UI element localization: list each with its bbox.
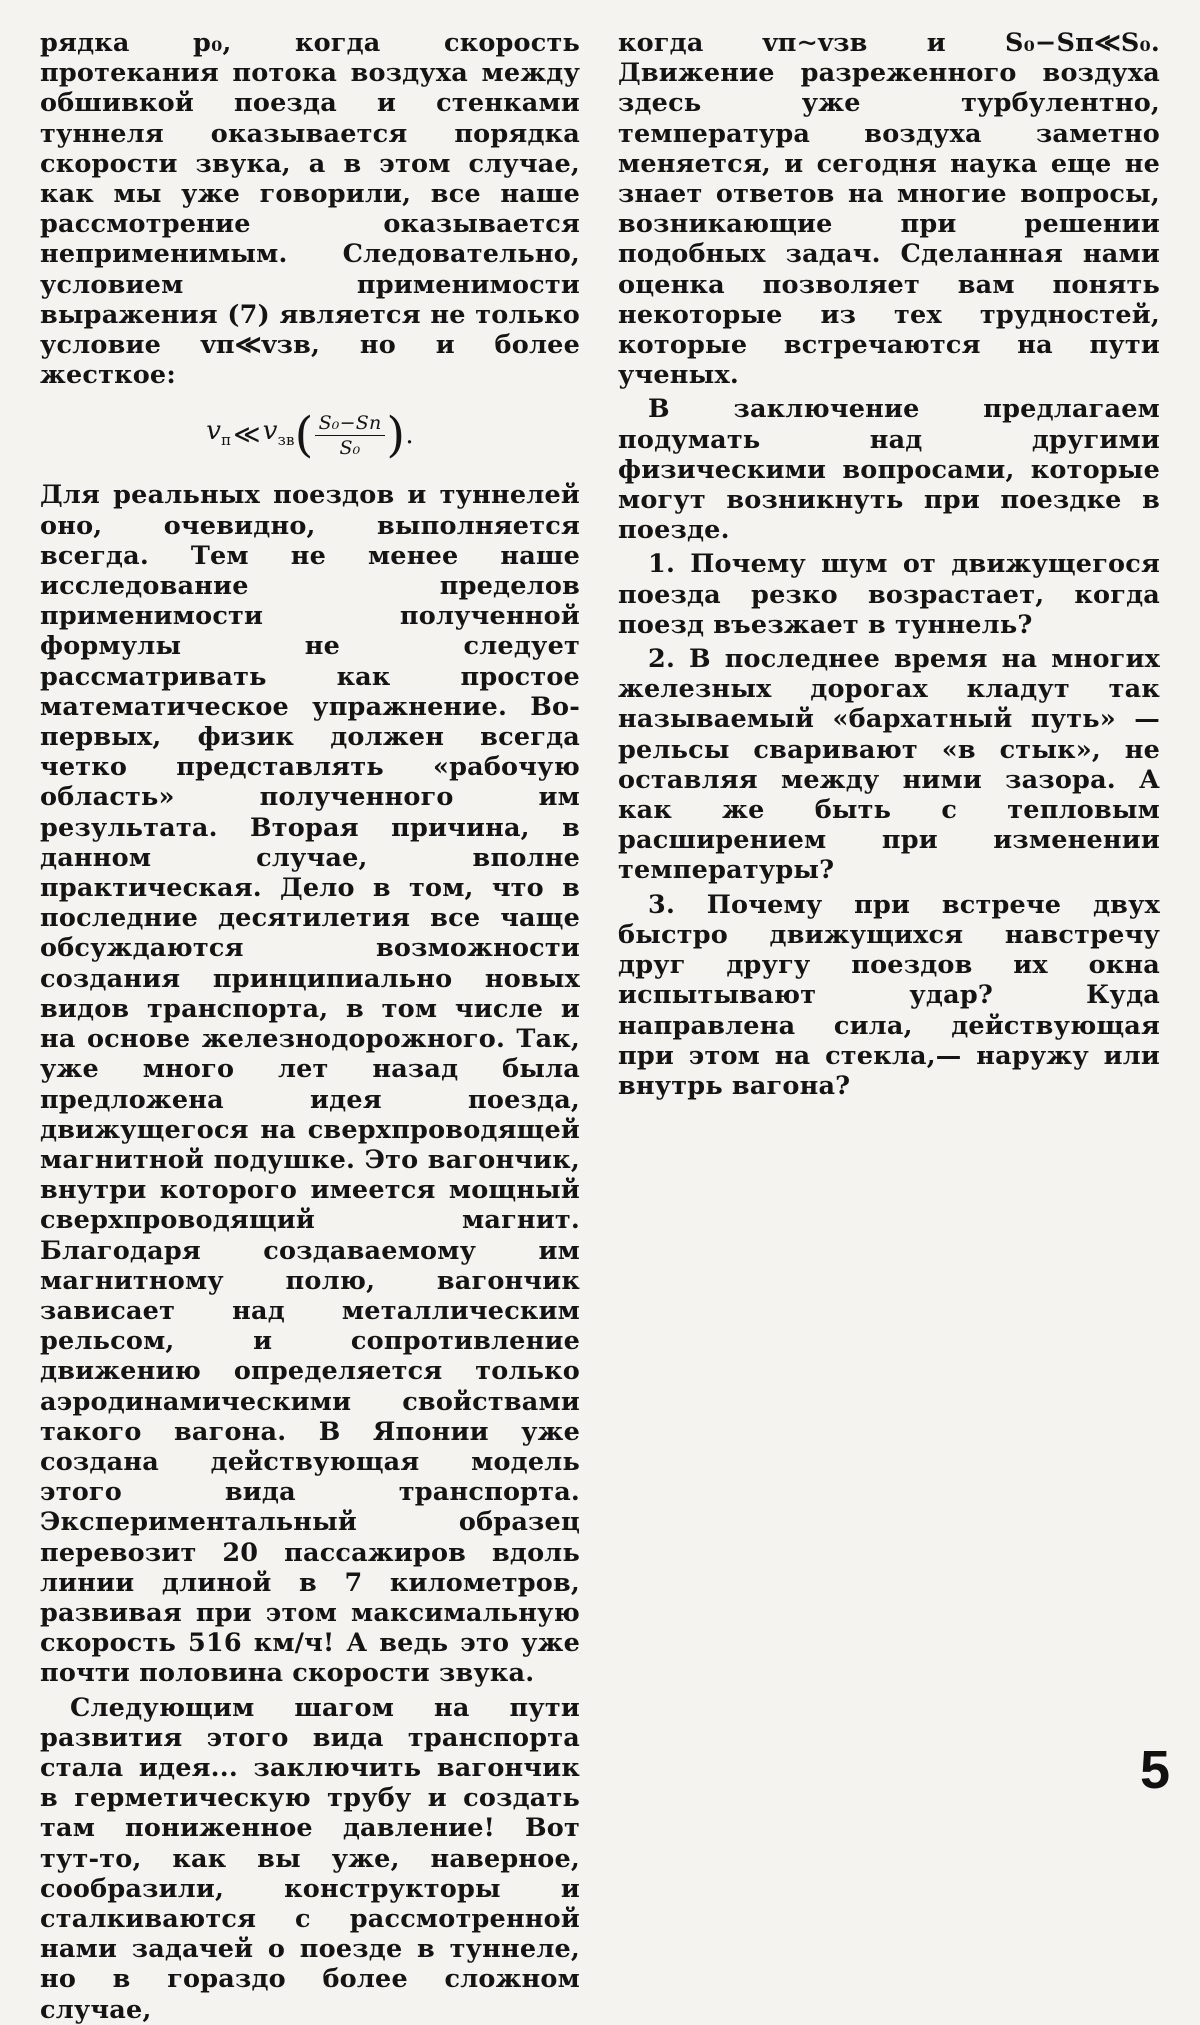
fraction-denominator: S₀ — [339, 436, 361, 459]
left-column — [40, 28, 580, 2025]
formula-fraction — [315, 411, 386, 460]
page-number: 5 — [1139, 1740, 1170, 1800]
right-paren: ) — [386, 407, 406, 464]
formula-period: . — [405, 420, 414, 451]
question-2: 2. В последнее время на многих железных дорогах кладут так называемый «бархатный путь» — рельсы сваривают «в стык», не оставляя между ними зазора. А как же быть с тепловым расширением при изменении температуры? — [618, 644, 1160, 886]
question-1: 1. Почему шум от движущегося поезда резко возрастает, когда поезд въезжает в туннель? — [618, 549, 1160, 640]
left-paren: ( — [294, 407, 314, 464]
fraction-numerator: S₀−Sп — [315, 411, 386, 436]
paragraph: Следующим шагом на пути развития этого вида транспорта стала идея... заключить вагончик в герметическую трубу и создать там пониженное давление! Вот тут-то, как вы уже, наверное, сообразили, конструкторы и сталкиваются с рассмотренной нами задачей о поезде в туннеле, но в гораздо более сложном случае, — [40, 1692, 580, 2025]
question-3: 3. Почему при встрече двух быстро движущихся навстречу друг другу поездов их окна испытывают удар? Куда направлена сила, действующая при этом на стекла,— наружу или внутрь вагона? — [618, 889, 1160, 1101]
right-column — [618, 28, 1160, 1101]
paragraph: В заключение предлагаем подумать над другими физическими вопросами, которые могут возникнуть при поездке в поезде. — [618, 394, 1160, 546]
paragraph: Для реальных поездов и туннелей оно, очевидно, выполняется всегда. Тем не менее наше исследование пределов применимости полученной формулы не следует рассматривать как простое математическое упражнение. Во-первых, физик должен всегда четко представлять «рабочую область» полученного им результата. Вторая причина, в данном случае, вполне практическая. Дело в том, что в последние десятилетия все чаще обсуждаются возможности создания принципиально новых видов транспорта, в том числе и на основе железнодорожного. Так, уже много лет назад была предложена идея поезда, движущегося на сверхпроводящей магнитной подушке. Это вагончик, внутри которого имеется мощный сверхпроводящий магнит. Благодаря создаваемому им магнитному полю, вагончик зависает над металлическим рельсом, и сопротивление движению определяется только аэродинамическими свойствами такого вагона. В Японии уже создана действующая модель этого вида транспорта. Экспериментальный образец перевозит 20 пассажиров вдоль линии длиной в 7 километров, развивая при этом максимальную скорость 516 км/ч! А ведь это уже почти половина скорости звука. — [40, 480, 580, 1689]
formula-rhs: $v_{зв}$ — [262, 415, 295, 449]
applicability-formula — [40, 394, 580, 476]
formula-lhs: $v_п$ — [206, 415, 232, 449]
paragraph: рядка p₀, когда скорость протекания потока воздуха между обшивкой поезда и стенками туннеля оказывается порядка скорости звука, а в этом случае, как мы уже говорили, все наше рассмотрение оказывается неприменимым. Следовательно, условием применимости выражения (7) является не только условие vп≪vзв, но и более жесткое: — [40, 28, 580, 391]
paragraph: когда vп∼vзв и S₀−Sп≪S₀. Движение разреженного воздуха здесь уже турбулентно, температура воздуха заметно меняется, и сегодня наука еще не знает ответов на многие вопросы, возникающие при решении подобных задач. Сделанная нами оценка позволяет вам понять некоторые из тех трудностей, которые встречаются на пути ученых. — [618, 28, 1160, 391]
formula-operator: ≪ — [233, 420, 261, 451]
